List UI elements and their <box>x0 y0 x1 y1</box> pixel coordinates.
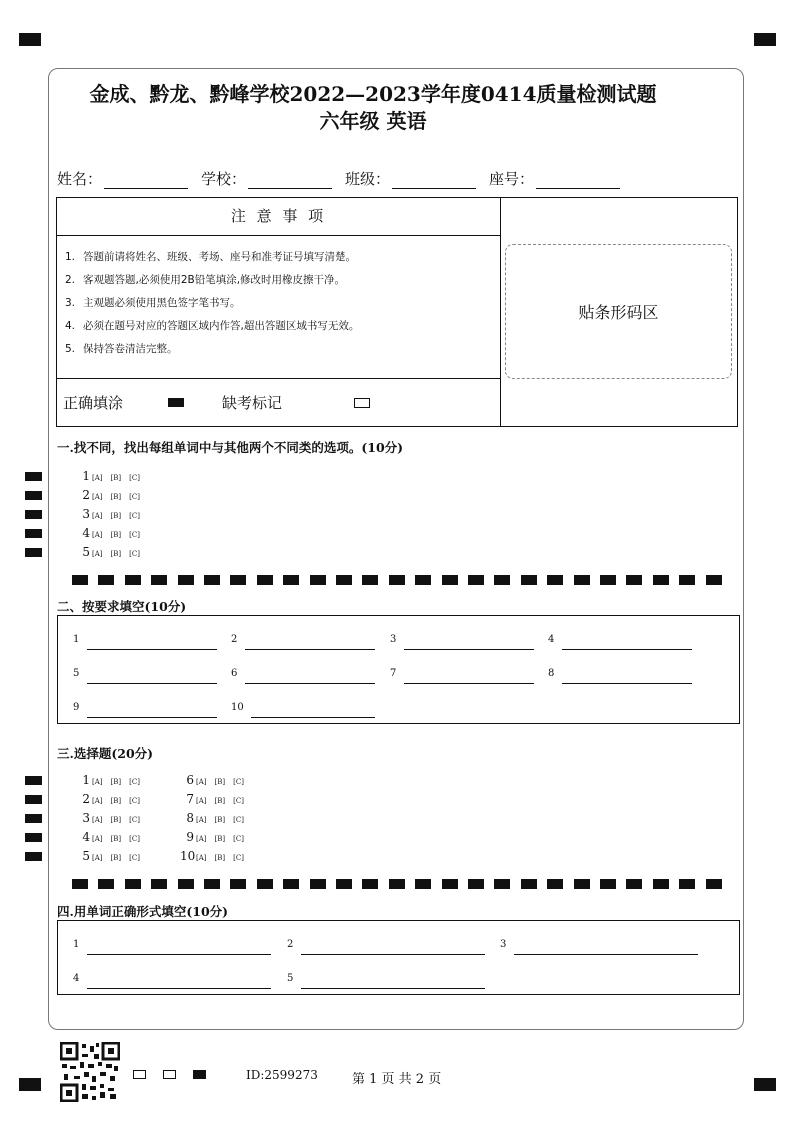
name-field[interactable] <box>57 168 188 189</box>
option-b[interactable]: [B] <box>214 778 226 786</box>
option-b[interactable]: [B] <box>214 835 226 843</box>
option-c[interactable]: [C] <box>129 778 140 786</box>
separator-dash <box>362 575 378 585</box>
option-b[interactable]: [B] <box>110 493 122 501</box>
separator-dash <box>574 879 590 889</box>
separator-dash <box>230 575 246 585</box>
option-c[interactable]: [C] <box>129 474 140 482</box>
option-c[interactable]: [C] <box>129 493 140 501</box>
section3-title: 三.选择题(20分) <box>57 746 154 761</box>
separator-dash <box>574 575 590 585</box>
option-a[interactable]: [A] <box>92 778 103 786</box>
timing-mark <box>25 833 42 842</box>
option-b[interactable]: [B] <box>110 854 122 862</box>
notice-box <box>56 197 738 427</box>
correct-fill-label: 正确填涂 <box>63 394 124 412</box>
option-b[interactable]: [B] <box>110 835 122 843</box>
school-field[interactable] <box>201 168 332 189</box>
question-row: 5 [A] [B] [C] <box>76 543 148 562</box>
registration-mark <box>19 1078 41 1091</box>
blank-4[interactable]: 4 <box>548 634 554 645</box>
notice-item: 3. 主观题必须使用黑色签字笔书写。 <box>65 297 241 309</box>
blank-9[interactable]: 9 <box>73 702 79 713</box>
option-c[interactable]: [C] <box>233 778 244 786</box>
option-b[interactable]: [B] <box>110 816 122 824</box>
question-row: 3 [A] [B] [C] <box>76 809 148 828</box>
page-subtitle: 六年级 英语 <box>319 109 427 133</box>
option-c[interactable]: [C] <box>129 531 140 539</box>
blank-1[interactable]: 1 <box>73 939 79 950</box>
separator-dash <box>653 575 669 585</box>
blank-2[interactable]: 2 <box>287 939 293 950</box>
separator-dash <box>415 879 431 889</box>
separator-dash <box>600 879 616 889</box>
option-a[interactable]: [A] <box>196 797 207 805</box>
barcode-area: 贴条形码区 <box>505 244 732 379</box>
separator-dash <box>442 575 458 585</box>
option-a[interactable]: [A] <box>92 854 103 862</box>
timing-mark <box>25 472 42 481</box>
separator-dash <box>178 879 194 889</box>
separator-dash <box>310 879 326 889</box>
option-b[interactable]: [B] <box>110 778 122 786</box>
blank-2[interactable]: 2 <box>231 634 237 645</box>
timing-mark <box>25 548 42 557</box>
timing-mark <box>25 491 42 500</box>
separator-dash <box>257 575 273 585</box>
option-a[interactable]: [A] <box>92 797 103 805</box>
qr-code-icon <box>60 1042 120 1102</box>
timing-mark <box>25 776 42 785</box>
question-row: 1 [A] [B] [C] <box>76 771 148 790</box>
option-b[interactable]: [B] <box>110 474 122 482</box>
separator-dash <box>415 575 431 585</box>
timing-mark <box>25 852 42 861</box>
separator-dash <box>389 575 405 585</box>
separator-dash <box>706 879 722 889</box>
page-marker-filled <box>193 1070 206 1079</box>
blank-4[interactable]: 4 <box>73 973 79 984</box>
blank-8[interactable]: 8 <box>548 668 554 679</box>
separator-dash <box>494 575 510 585</box>
separator-dash <box>468 879 484 889</box>
page-title: 金成、黔龙、黔峰学校2022—2023学年度0414质量检测试题 <box>89 82 657 106</box>
separator-dash <box>653 879 669 889</box>
option-c[interactable]: [C] <box>129 854 140 862</box>
registration-mark <box>754 1078 776 1091</box>
option-a[interactable]: [A] <box>196 816 207 824</box>
section1-title: 一.找不同，找出每组单词中与其他两个不同类的选项。(10分) <box>57 440 404 455</box>
separator-dash <box>125 575 141 585</box>
separator-dash <box>521 879 537 889</box>
option-a[interactable]: [A] <box>196 835 207 843</box>
timing-mark <box>25 510 42 519</box>
separator-dash <box>600 575 616 585</box>
class-label: 班级： <box>345 170 391 188</box>
absent-mark-label: 缺考标记 <box>222 394 283 412</box>
blank-5[interactable]: 5 <box>287 973 293 984</box>
blank-3[interactable]: 3 <box>500 939 506 950</box>
option-b[interactable]: [B] <box>214 854 226 862</box>
option-a[interactable]: [A] <box>92 531 103 539</box>
option-b[interactable]: [B] <box>110 512 122 520</box>
separator-dash <box>494 879 510 889</box>
option-a[interactable]: [A] <box>92 474 103 482</box>
registration-mark <box>754 33 776 46</box>
separator-dash <box>468 575 484 585</box>
option-c[interactable]: [C] <box>233 854 244 862</box>
timing-mark <box>25 814 42 823</box>
separator-dash <box>389 879 405 889</box>
option-c[interactable]: [C] <box>129 550 140 558</box>
separator-dash <box>72 575 88 585</box>
class-field[interactable] <box>345 168 476 189</box>
blank-3[interactable]: 3 <box>390 634 396 645</box>
name-label: 姓名： <box>57 170 103 188</box>
notice-item: 1. 答题前请将姓名、班级、考场、座号和准考证号填写清楚。 <box>65 251 356 263</box>
separator-dash <box>547 575 563 585</box>
fill-legend <box>57 379 500 427</box>
option-a[interactable]: [A] <box>92 493 103 501</box>
separator-dash <box>442 879 458 889</box>
question-row: 3 [A] [B] [C] <box>76 505 148 524</box>
option-b[interactable]: [B] <box>214 816 226 824</box>
question-row: 6 [A] [B] [C] <box>180 771 252 790</box>
notice-item: 4. 必须在题号对应的答题区域内作答,超出答题区域书写无效。 <box>65 320 360 332</box>
separator-dash <box>283 879 299 889</box>
separator-dash <box>626 879 642 889</box>
page-number: 第 1 页 共 2 页 <box>352 1072 442 1087</box>
notice-item: 2. 客观题答题,必须使用2B铅笔填涂,修改时用橡皮擦干净。 <box>65 274 346 286</box>
question-row: 4 [A] [B] [C] <box>76 828 148 847</box>
separator-dash <box>310 575 326 585</box>
separator-dash <box>362 879 378 889</box>
separator-dash <box>98 879 114 889</box>
notice-item: 5. 保持答卷清洁完整。 <box>65 343 178 355</box>
separator-dash <box>151 575 167 585</box>
school-label: 学校： <box>201 170 247 188</box>
option-a[interactable]: [A] <box>92 512 103 520</box>
absent-mark-checkbox[interactable] <box>354 398 370 408</box>
separator-dash <box>230 879 246 889</box>
separator-dashes <box>72 879 722 889</box>
page-marker-empty <box>133 1070 146 1079</box>
option-c[interactable]: [C] <box>233 835 244 843</box>
separator-dash <box>204 575 220 585</box>
separator-dash <box>679 879 695 889</box>
separator-dash <box>125 879 141 889</box>
blank-5[interactable]: 5 <box>73 668 79 679</box>
seat-number-field[interactable] <box>489 168 620 189</box>
option-a[interactable]: [A] <box>196 778 207 786</box>
question-row: 4 [A] [B] [C] <box>76 524 148 543</box>
question-row: 8 [A] [B] [C] <box>180 809 252 828</box>
option-b[interactable]: [B] <box>110 550 122 558</box>
blank-7[interactable]: 7 <box>390 668 396 679</box>
notice-list <box>57 236 500 379</box>
question-row: 7 [A] [B] [C] <box>180 790 252 809</box>
blank-1[interactable]: 1 <box>73 634 79 645</box>
blank-6[interactable]: 6 <box>231 668 237 679</box>
separator-dash <box>521 575 537 585</box>
separator-dash <box>336 575 352 585</box>
filled-mark-sample <box>168 398 184 407</box>
option-c[interactable]: [C] <box>129 797 140 805</box>
separator-dash <box>151 879 167 889</box>
separator-dashes <box>72 575 722 585</box>
timing-mark <box>25 795 42 804</box>
separator-dash <box>98 575 114 585</box>
timing-mark <box>25 529 42 538</box>
option-b[interactable]: [B] <box>110 531 122 539</box>
separator-dash <box>257 879 273 889</box>
section2-title: 二、按要求填空(10分) <box>57 599 187 614</box>
sheet-id: ID:2599273 <box>246 1068 318 1082</box>
separator-dash <box>204 879 220 889</box>
separator-dash <box>706 575 722 585</box>
question-row: 10[A] [B] [C] <box>180 847 252 866</box>
separator-dash <box>178 575 194 585</box>
option-c[interactable]: [C] <box>129 835 140 843</box>
separator-dash <box>336 879 352 889</box>
option-c[interactable]: [C] <box>233 816 244 824</box>
seat-number-label: 座号： <box>489 170 535 188</box>
separator-dash <box>679 575 695 585</box>
section4-answer-box <box>57 920 740 995</box>
page-marker-empty <box>163 1070 176 1079</box>
question-row: 2 [A] [B] [C] <box>76 486 148 505</box>
question-row: 9 [A] [B] [C] <box>180 828 252 847</box>
blank-10[interactable]: 10 <box>231 702 244 713</box>
separator-dash <box>283 575 299 585</box>
option-a[interactable]: [A] <box>196 854 207 862</box>
notice-heading: 注 意 事 项 <box>57 198 500 236</box>
option-a[interactable]: [A] <box>92 835 103 843</box>
question-row: 2 [A] [B] [C] <box>76 790 148 809</box>
question-row: 1 [A] [B] [C] <box>76 467 148 486</box>
section4-title: 四.用单词正确形式填空(10分) <box>57 904 229 919</box>
option-c[interactable]: [C] <box>129 816 140 824</box>
option-c[interactable]: [C] <box>233 797 244 805</box>
separator-dash <box>547 879 563 889</box>
question-row: 5 [A] [B] [C] <box>76 847 148 866</box>
option-a[interactable]: [A] <box>92 550 103 558</box>
registration-mark <box>19 33 41 46</box>
option-b[interactable]: [B] <box>214 797 226 805</box>
option-c[interactable]: [C] <box>129 512 140 520</box>
separator-dash <box>72 879 88 889</box>
option-a[interactable]: [A] <box>92 816 103 824</box>
option-b[interactable]: [B] <box>110 797 122 805</box>
separator-dash <box>626 575 642 585</box>
section2-answer-box <box>57 615 740 724</box>
